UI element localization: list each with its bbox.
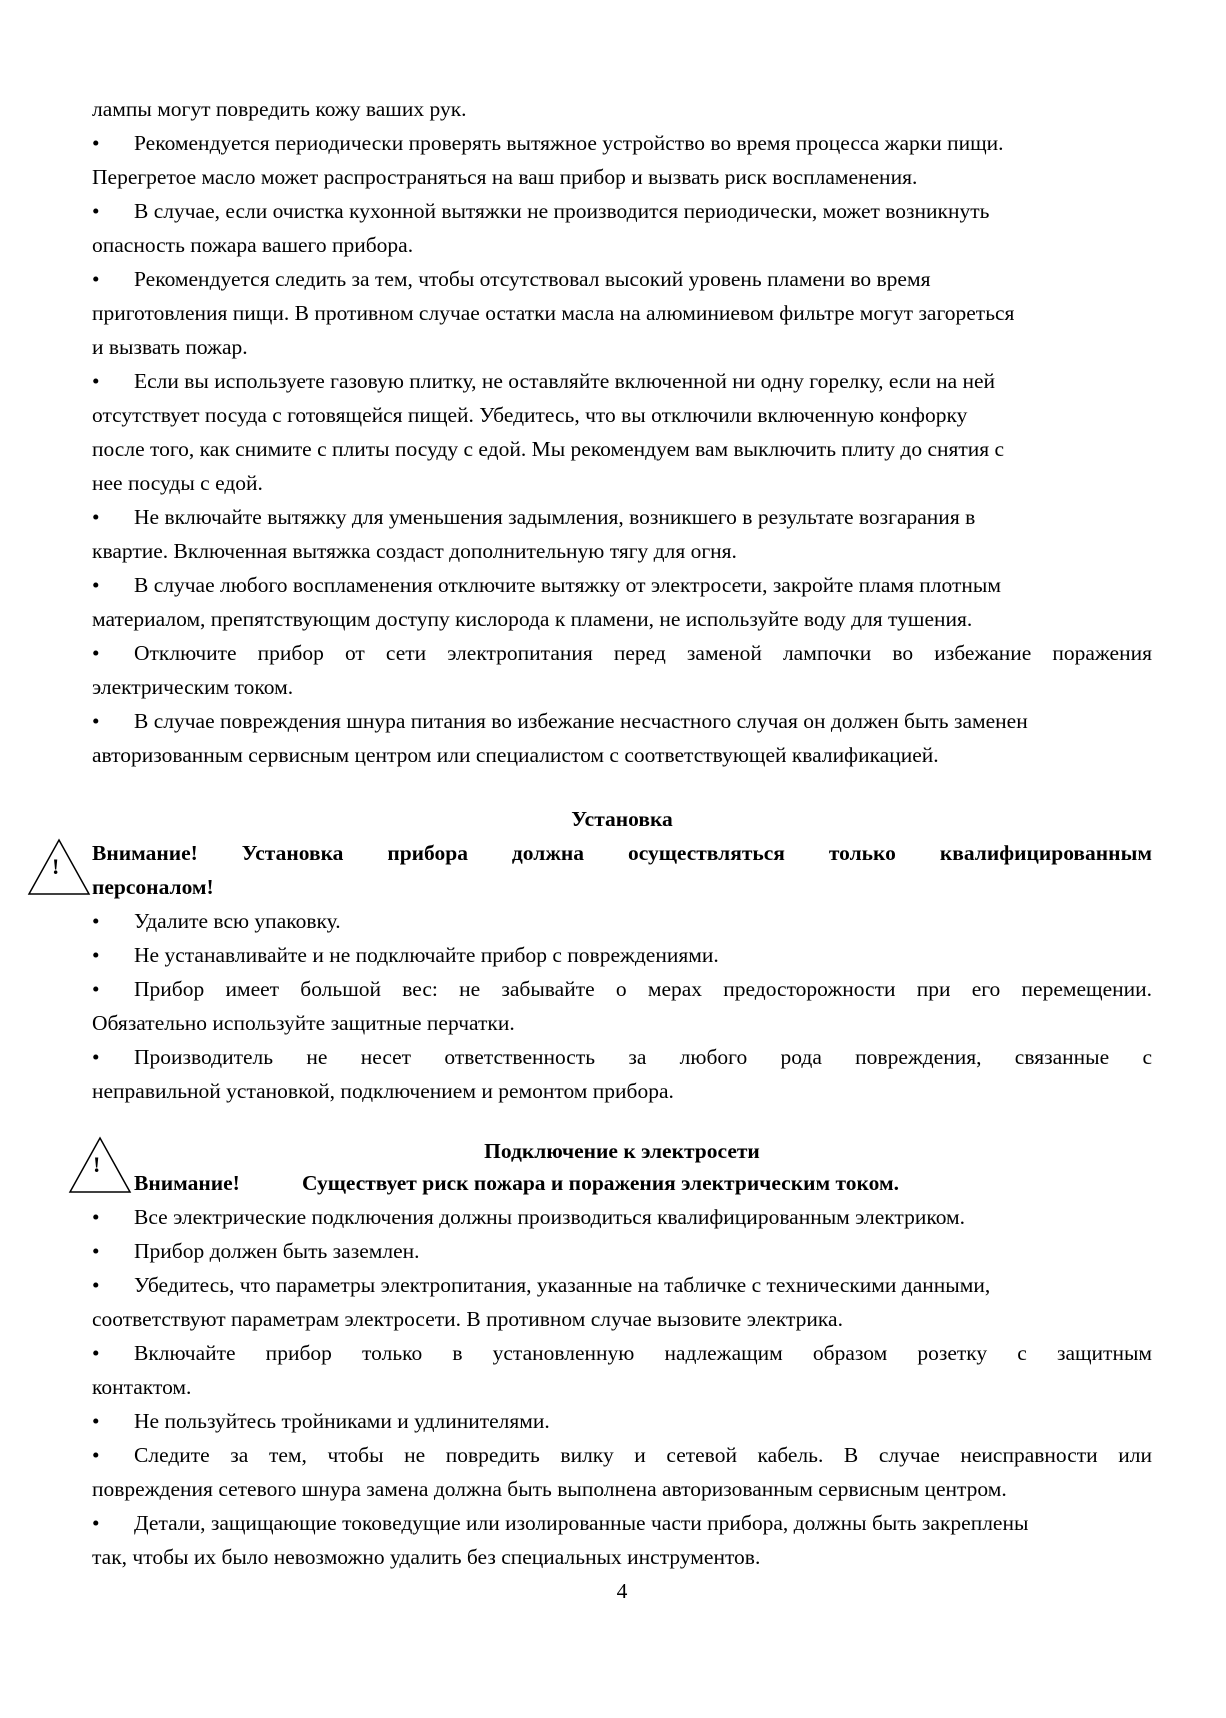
text-line: Удалите всю упаковку. xyxy=(134,909,341,933)
bullet: • xyxy=(92,573,100,597)
text-line: так, чтобы их было невозможно удалить без специальных инструментов. xyxy=(92,1545,761,1569)
bullet: • xyxy=(92,505,100,529)
bullet: • xyxy=(92,1443,100,1467)
text-line: контактом. xyxy=(92,1375,192,1399)
text-line: Прибор имеет большой вес: не забывайте о мерах предосторожности при его перемещении. xyxy=(134,977,1152,1001)
text-line: Не устанавливайте и не подключайте прибор с повреждениями. xyxy=(134,943,719,967)
text-line: Рекомендуется периодически проверять вытяжное устройство во время процесса жарки пищи. xyxy=(134,131,1004,155)
text-line: приготовления пищи. В противном случае остатки масла на алюминиевом фильтре могут загореться xyxy=(92,301,1015,325)
install-warning-line: Внимание! Установка прибора должна осуществляться только квалифицированным xyxy=(92,841,1152,865)
bullet: • xyxy=(92,909,100,933)
warning-glyph: ! xyxy=(93,1152,101,1177)
bullet: • xyxy=(92,1239,100,1263)
text-line: Обязательно используйте защитные перчатки. xyxy=(92,1011,515,1035)
warning-glyph: ! xyxy=(52,854,60,879)
text-line: нее посуды с едой. xyxy=(92,471,263,495)
text-line: Все электрические подключения должны производиться квалифицированным электриком. xyxy=(134,1205,966,1229)
bullet: • xyxy=(92,641,100,665)
text-line: материалом, препятствующим доступу кислорода к пламени, не используйте воду для тушения. xyxy=(92,607,973,631)
text-line: Следите за тем, чтобы не повредить вилку и сетевой кабель. В случае неисправности или xyxy=(134,1443,1152,1467)
text-line: лампы могут повредить кожу ваших рук. xyxy=(92,97,467,121)
text-line: Производитель не несет ответственность за любого рода повреждения, связанные с xyxy=(134,1045,1152,1069)
text-line: В случае, если очистка кухонной вытяжки не производится периодически, может возникнуть xyxy=(134,199,990,223)
bullet: • xyxy=(92,1341,100,1365)
text-line: неправильной установкой, подключением и ремонтом прибора. xyxy=(92,1079,674,1103)
text-line: Прибор должен быть заземлен. xyxy=(134,1239,420,1263)
bullet: • xyxy=(92,943,100,967)
text-line: В случае повреждения шнура питания во избежание несчастного случая он должен быть заменен xyxy=(134,709,1028,733)
bullet: • xyxy=(92,1409,100,1433)
text-line: после того, как снимите с плиты посуду с едой. Мы рекомендуем вам выключить плиту до снятия с xyxy=(92,437,1005,461)
page-number: 4 xyxy=(616,1579,628,1603)
text-line: квартие. Включенная вытяжка создаст дополнительную тягу для огня. xyxy=(92,539,737,563)
text-line: опасность пожара вашего прибора. xyxy=(92,233,414,257)
bullet: • xyxy=(92,267,100,291)
text-line: электрическим током. xyxy=(92,675,294,699)
text-line: Не пользуйтесь тройниками и удлинителями. xyxy=(134,1409,550,1433)
bullet: • xyxy=(92,131,100,155)
section-heading-electric: Подключение к электросети xyxy=(484,1139,760,1163)
bullet: • xyxy=(92,977,100,1001)
text-line: Рекомендуется следить за тем, чтобы отсутствовал высокий уровень пламени во время xyxy=(134,267,931,291)
text-line: Убедитесь, что параметры электропитания, указанные на табличке с техническими данными, xyxy=(134,1273,991,1297)
text-line: Не включайте вытяжку для уменьшения задымления, возникшего в результате возгарания в xyxy=(134,505,976,529)
text-line: Включайте прибор только в установленную надлежащим образом розетку с защитным xyxy=(134,1341,1152,1365)
bullet: • xyxy=(92,199,100,223)
install-warning-line: персоналом! xyxy=(92,875,214,899)
bullet: • xyxy=(92,709,100,733)
electric-warning-label: Внимание! xyxy=(134,1171,240,1195)
text-line: Отключите прибор от сети электропитания перед заменой лампочки во избежание поражения xyxy=(134,641,1152,665)
section-heading-installation: Установка xyxy=(571,807,673,831)
text-line: и вызвать пожар. xyxy=(92,335,248,359)
text-line: Детали, защищающие токоведущие или изолированные части прибора, должны быть закреплены xyxy=(134,1511,1029,1535)
text-line: отсутствует посуда с готовящейся пищей. Убедитесь, что вы отключили включенную конфорку xyxy=(92,403,968,427)
text-line: Перегретое масло может распространяться на ваш прибор и вызвать риск воспламенения. xyxy=(92,165,918,189)
bullet: • xyxy=(92,369,100,393)
bullet: • xyxy=(92,1045,100,1069)
electric-warning-text: Существует риск пожара и поражения электрическим током. xyxy=(302,1171,899,1195)
bullet: • xyxy=(92,1273,100,1297)
text-line: повреждения сетевого шнура замена должна быть выполнена авторизованным сервисным центром. xyxy=(92,1477,1007,1501)
text-line: В случае любого воспламенения отключите вытяжку от электросети, закройте пламя плотным xyxy=(134,573,1001,597)
bullet: • xyxy=(92,1511,100,1535)
text-line: авторизованным сервисным центром или специалистом с соответствующей квалификацией. xyxy=(92,743,939,767)
bullet: • xyxy=(92,1205,100,1229)
text-line: Если вы используете газовую плитку, не оставляйте включенной ни одну горелку, если на ней xyxy=(134,369,996,393)
text-line: соответствуют параметрам электросети. В противном случае вызовите электрика. xyxy=(92,1307,843,1331)
